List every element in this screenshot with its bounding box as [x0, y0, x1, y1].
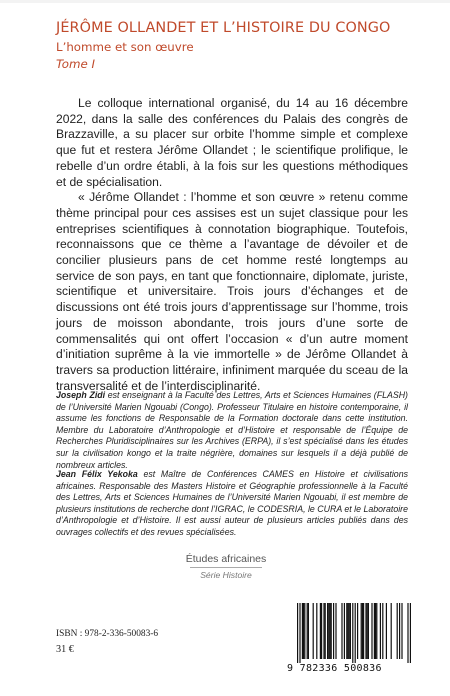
barcode-bar [363, 603, 364, 659]
barcode-bar [329, 603, 330, 659]
collection-divider [190, 567, 262, 568]
barcode-bar [397, 603, 398, 659]
barcode-bar [320, 603, 321, 659]
barcode [287, 603, 415, 677]
barcode-bar [367, 603, 368, 659]
collection-name: Études africaines [185, 553, 267, 565]
barcode-bar [386, 603, 387, 659]
barcode-bar [374, 603, 375, 659]
barcode-bar [401, 603, 402, 659]
barcode-bar [299, 603, 300, 663]
author-name: Jean Félix Yekoka [56, 469, 138, 479]
book-subtitle: L’homme et son œuvre [56, 40, 194, 54]
barcode-bar [325, 603, 326, 659]
barcode-bar [391, 603, 392, 659]
barcode-bar [361, 603, 362, 659]
barcode-bar [302, 603, 303, 659]
barcode-bar [304, 603, 305, 659]
barcode-bar [333, 603, 334, 659]
barcode-bar [350, 603, 351, 659]
barcode-digits: 9 782336 500836 [287, 663, 415, 674]
barcode-bar [365, 603, 366, 659]
blurb [56, 96, 408, 394]
isbn: ISBN : 978-2-336-50083-6 [56, 629, 159, 639]
author-name: Joseph Zidi [56, 390, 106, 400]
barcode-bar [371, 603, 372, 659]
author-bio-text: est enseignant à la Faculté des Lettres, Arts et Sciences Humaines (FLASH) de l’Université Marien Ngouabi (Congo). Professeur Titulaire en histoire contemporaine, il assume les fonctions de Responsable de la Formation doctorale dans cette institution. Membre du Laboratoire d’Anthropologie et d’Histoire et responsable de l’Équipe de Recherches Pluridisciplinaires sur les Archives (ERPA), il s’est spécialisé dans les études sur la civilisation kongo et la traite négrière, domaines sur lesquels il a déjà publié de nombreux articles. [56, 390, 408, 470]
collection-mark [176, 553, 276, 581]
volume-label: Tome I [56, 57, 95, 71]
barcode-bar [341, 603, 342, 659]
barcode-bar [368, 603, 369, 659]
barcode-bar [321, 603, 322, 659]
barcode-bar [399, 603, 400, 659]
barcode-bar [307, 603, 308, 659]
price: 31 € [56, 644, 74, 655]
barcode-bar [349, 603, 350, 659]
barcode-bar [380, 603, 381, 659]
barcode-bar [346, 603, 347, 659]
barcode-bar [331, 603, 332, 659]
barcode-bar [382, 603, 383, 659]
barcode-bar [316, 603, 317, 659]
barcode-bar [313, 603, 314, 659]
author-bio [56, 390, 408, 471]
barcode-bar [410, 603, 411, 663]
barcode-bar [376, 603, 377, 659]
barcode-bar [308, 603, 309, 659]
barcode-bar [375, 603, 376, 659]
barcode-bar [323, 603, 324, 659]
barcode-bar [362, 603, 363, 659]
barcode-bar [303, 603, 304, 659]
barcode-bar [347, 603, 348, 659]
top-edge [0, 0, 450, 3]
blurb-paragraph: Le colloque international organisé, du 14 au 16 décembre 2022, dans la salle des conférences du Palais des congrès de Brazzaville, a su placer sur orbite l’homme simple et complexe que fut et restera Jérôme Ollandet ; le scientifique prolifique, le rebelle d’un ordre établi, à la fois sur les questions méthodiques et de spécialisation. [56, 96, 408, 189]
blurb-paragraph: « Jérôme Ollandet : l’homme et son œuvre » retenu comme thème principal pour ces assises est un sujet classique pour les entreprises scientifiques à connotation biographique. Toutefois, reconnaissons que ce thème a l’avantage de dévoiler et de concilier plusieurs pans de cet homme resté longtemps au service de son pays, en tant que fonctionnaire, diplomate, juriste, scientifique et universitaire. Trois jours d’échanges et de discussions ont été trois jours d’apprentissage sur l’homme, trois jours de moisson abondante, trois jours d’une sorte de commensalités qui ont offert l’occasion « d’un autre moment d’initiation suprême à la vie immortelle » de Jérôme Ollandet à travers sa production littéraire, infiniment marquée du sceau de la transversalité et de l’interdisciplinarité. [56, 190, 408, 393]
barcode-bar [344, 603, 345, 659]
book-title: JÉRÔME OLLANDET ET L’HISTOIRE DU CONGO [56, 20, 391, 36]
barcode-bar [328, 603, 329, 659]
barcode-bar [357, 603, 358, 659]
barcode-bars [287, 603, 415, 663]
barcode-bar [335, 603, 336, 659]
barcode-bar [355, 603, 356, 663]
barcode-bar [297, 603, 298, 663]
collection-series: Série Histoire [200, 570, 252, 580]
barcode-bar [327, 603, 328, 659]
barcode-bar [407, 603, 408, 663]
author-bio [56, 469, 408, 539]
barcode-bar [352, 603, 353, 663]
author-bio-text: est Maître de Conférences CAMES en Histoire et civilisations africaines. Responsable des Masters Histoire et Géographie professionnelle à la Faculté des Lettres, Arts et Sciences Humaines de l’Université Marien Ngouabi, il est membre de plusieurs institutions de recherche dont l’IGRAC, le CODESRIA, le CURA et le Laboratoire d’Anthropologie et d’Histoire. Il est aussi auteur de plusieurs articles publiés dans des ouvrages collectifs et des revues spécialisées. [56, 469, 408, 537]
